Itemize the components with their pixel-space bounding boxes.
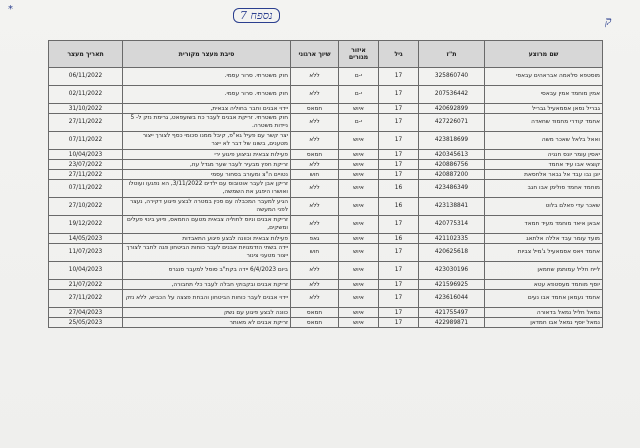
cell-affiliation: ללא: [291, 68, 339, 86]
cell-affiliation: ללא: [291, 160, 339, 170]
cell-date: 11/07/2023: [49, 244, 123, 262]
cell-name: גבריל נסאן אסמאעיל גבריל: [485, 104, 603, 114]
cell-area: איוש: [339, 234, 379, 244]
cell-date: 27/10/2022: [49, 198, 123, 216]
cell-name: לייח חליל עמותמן שחמאן: [485, 262, 603, 280]
cell-area: איוש: [339, 132, 379, 150]
cell-id: 423138841: [419, 198, 485, 216]
cell-affiliation: ללא: [291, 280, 339, 290]
cell-reason: ביום 6/4/2023 יידה בקת"ב סוסל למעבר סנגרס: [123, 262, 291, 280]
cell-name: שאכר עדי פאלם בלוט: [485, 198, 603, 216]
cell-age: 17: [379, 290, 419, 308]
cell-age: 17: [379, 216, 419, 234]
cell-name: מוחמד אחמד סולימן אבו חגב: [485, 180, 603, 198]
cell-affiliation: ללא: [291, 132, 339, 150]
cell-reason: זריקת אבנים לא מאותר: [123, 318, 291, 328]
cell-name: יאסין עומר יונס חנניה: [485, 150, 603, 160]
cell-age: 17: [379, 68, 419, 86]
detainees-table: [48, 40, 603, 328]
cell-affiliation: חמאס: [291, 308, 339, 318]
cell-reason: חוק משטרתי. זריקת אבנים לעבר כח בשועפאט, גרימת נזק ל- 5 ניידות משטרה.: [123, 114, 291, 132]
cell-reason: יידוי אבנים לעבר כוחות הביטחון והבחת פצצה על הכביש, ללא נזק: [123, 290, 291, 308]
cell-reason: זריקת אבנים וניוס לחוליה צבאית מטעם החמאס, פיוע בינוי פעלים ומשקים,: [123, 216, 291, 234]
cell-date: 27/04/2023: [49, 308, 123, 318]
cell-area: איוש: [339, 150, 379, 160]
handwritten-annotation: נספח 7: [233, 8, 280, 23]
table-row: [49, 180, 603, 198]
cell-affiliation: גאפ: [291, 234, 339, 244]
cell-name: אחמד נעמאן אחמד אבו נעים: [485, 290, 603, 308]
table-row: [49, 244, 603, 262]
cell-reason: זריקת חפץ מבעיר לעבר שער מגדל עוז,: [123, 160, 291, 170]
table-row: [49, 262, 603, 280]
cell-date: 06/11/2022: [49, 68, 123, 86]
cell-date: 27/11/2022: [49, 114, 123, 132]
cell-date: 10/04/2023: [49, 262, 123, 280]
table-header-row: [49, 41, 603, 68]
cell-name: אחמד ויאס אסמאעיל ג'מיל צביות: [485, 244, 603, 262]
cell-area: איוש: [339, 104, 379, 114]
cell-area: איוש: [339, 318, 379, 328]
cell-age: 17: [379, 150, 419, 160]
cell-reason: זריקן אבן לעבר אוטובוס עם ילדים 3/11/2022, הא נפגעו ועוטלו ואושרו היפגע את השמשה,: [123, 180, 291, 198]
cell-date: 31/10/2022: [49, 104, 123, 114]
cell-affiliation: ללא: [291, 262, 339, 280]
table-row: [49, 234, 603, 244]
cell-area: איוש: [339, 198, 379, 216]
cell-reason: חוק משטרתי. סרור עסמי.: [123, 68, 291, 86]
cell-age: 17: [379, 262, 419, 280]
cell-age: 17: [379, 318, 419, 328]
cell-id: 423818699: [419, 132, 485, 150]
table-row: [49, 216, 603, 234]
cell-area: איוש: [339, 244, 379, 262]
header-name: שם מרוצע: [485, 41, 603, 68]
cell-date: 07/11/2022: [49, 132, 123, 150]
cell-id: 325860740: [419, 68, 485, 86]
cell-id: 427226071: [419, 114, 485, 132]
cell-area: איוש: [339, 216, 379, 234]
cell-age: 17: [379, 170, 419, 180]
cell-affiliation: ללא: [291, 114, 339, 132]
cell-age: 17: [379, 280, 419, 290]
cell-date: 21/07/2022: [49, 280, 123, 290]
cell-reason: פעילות צבאית וביצוע פיגוע ירי: [123, 150, 291, 160]
cell-name: יוסף מוחמד מעסטפא עטא: [485, 280, 603, 290]
cell-area: איוש: [339, 180, 379, 198]
cell-affiliation: חמאס: [291, 318, 339, 328]
cell-id: 420692899: [419, 104, 485, 114]
cell-id: 421596925: [419, 280, 485, 290]
cell-id: 421755497: [419, 308, 485, 318]
cell-affiliation: ללא: [291, 198, 339, 216]
cell-name: קוצאי אבו עיד אחמד: [485, 160, 603, 170]
table-row: [49, 114, 603, 132]
cell-affiliation: ללא: [291, 216, 339, 234]
cell-affiliation: חמאס: [291, 150, 339, 160]
cell-area: י-ם: [339, 68, 379, 86]
cell-date: 14/05/2023: [49, 234, 123, 244]
cell-affiliation: ללא: [291, 86, 339, 104]
table-row: [49, 132, 603, 150]
table-row: [49, 86, 603, 104]
cell-area: י-ם: [339, 86, 379, 104]
table-row: [49, 318, 603, 328]
cell-name: נמאל חליל נמאל בדאורה: [485, 308, 603, 318]
cell-date: 19/12/2022: [49, 216, 123, 234]
cell-reason: הגיע למעבר המכבלה עם סכין במטרה לבצע פיגוע דקירה, נעצר לפני המעשה: [123, 198, 291, 216]
cell-name: נמאל יוסף נמאל אבו חמדאן: [485, 318, 603, 328]
cell-reason: נטויים ה"צ ומעורב בסחור עסמי: [123, 170, 291, 180]
cell-name: ואאל בלאל שאכר משה: [485, 132, 603, 150]
cell-date: 10/04/2023: [49, 150, 123, 160]
star-mark: *: [8, 4, 13, 15]
cell-id: 423616044: [419, 290, 485, 308]
cell-date: 27/11/2022: [49, 170, 123, 180]
cell-reason: כוונה לבצע פיגוע עם נשק: [123, 308, 291, 318]
cell-date: 23/07/2022: [49, 160, 123, 170]
cell-affiliation: חוש: [291, 170, 339, 180]
cell-reason: יידה בשתי הזדמנויות אבנים לעבר כוחות הביטחון פגה לחבר לצורך ייצור מטעני צינור: [123, 244, 291, 262]
cell-id: 421102335: [419, 234, 485, 244]
cell-name: מוסטפא סלאמה אבראהים עבאסי: [485, 68, 603, 86]
cell-age: 16: [379, 198, 419, 216]
cell-id: 423486349: [419, 180, 485, 198]
handwritten-corner-mark: ק: [605, 14, 612, 28]
cell-affiliation: ללא: [291, 290, 339, 308]
cell-reason: זריקת אבנים ובקבוקי חבלה לעבר כלי תחבורה,: [123, 280, 291, 290]
table-row: [49, 160, 603, 170]
cell-date: 02/11/2022: [49, 86, 123, 104]
header-id: ת"ז: [419, 41, 485, 68]
cell-age: 17: [379, 132, 419, 150]
cell-id: 420625618: [419, 244, 485, 262]
cell-area: איוש: [339, 290, 379, 308]
table-row: [49, 198, 603, 216]
table-row: [49, 104, 603, 114]
cell-area: איוש: [339, 262, 379, 280]
table-row: [49, 280, 603, 290]
cell-name: אבאן איאד מוחמד מעיד חמאד: [485, 216, 603, 234]
header-date: תאריך מעצר: [49, 41, 123, 68]
cell-id: 420775314: [419, 216, 485, 234]
cell-name: יונן נבו עבד אל גבאר אלחסאת: [485, 170, 603, 180]
cell-age: 17: [379, 244, 419, 262]
cell-id: 420886756: [419, 160, 485, 170]
cell-age: 17: [379, 160, 419, 170]
cell-reason: פעילות צבאית וכוונה לבצע פיגוע התאבדות: [123, 234, 291, 244]
header-age: גיל: [379, 41, 419, 68]
cell-affiliation: ללא: [291, 180, 339, 198]
cell-age: 16: [379, 180, 419, 198]
cell-id: 423030196: [419, 262, 485, 280]
table-row: [49, 170, 603, 180]
cell-reason: חוק משטרתי. סרור עסמי.: [123, 86, 291, 104]
cell-age: 17: [379, 86, 419, 104]
table-row: [49, 68, 603, 86]
cell-name: מועד עומר עבד אללה אלתאג: [485, 234, 603, 244]
cell-area: איוש: [339, 170, 379, 180]
cell-id: 420345613: [419, 150, 485, 160]
cell-area: י-ם: [339, 114, 379, 132]
header-affiliation: שיוך ארגוני: [291, 41, 339, 68]
cell-age: 16: [379, 234, 419, 244]
cell-date: 27/11/2022: [49, 290, 123, 308]
cell-id: 207536442: [419, 86, 485, 104]
table-body: [49, 68, 603, 328]
cell-age: 17: [379, 104, 419, 114]
cell-name: אמין מוחמד אמין עבאסי: [485, 86, 603, 104]
cell-reason: יידוי אבנים וחבר בחוליה צבאית,: [123, 104, 291, 114]
cell-date: 07/11/2022: [49, 180, 123, 198]
cell-affiliation: חוש: [291, 244, 339, 262]
cell-area: איוש: [339, 160, 379, 170]
cell-area: איוש: [339, 308, 379, 318]
cell-date: 25/05/2023: [49, 318, 123, 328]
cell-age: 17: [379, 114, 419, 132]
cell-reason: יצר קשר עם פעיל גא"פ, קיבל ממנו סכומי כסף לצורך ייצור מטענים, בשונו של דבר לא ייצר: [123, 132, 291, 150]
cell-age: 17: [379, 308, 419, 318]
cell-id: 422989871: [419, 318, 485, 328]
table-row: [49, 290, 603, 308]
table-row: [49, 308, 603, 318]
cell-area: איוש: [339, 280, 379, 290]
table-row: [49, 150, 603, 160]
header-area: איזור מגורים: [339, 41, 379, 68]
cell-id: 420887200: [419, 170, 485, 180]
cell-affiliation: חמאס: [291, 104, 339, 114]
cell-name: אחמד קודרי מחמוד שחאדה: [485, 114, 603, 132]
header-reason: סיבת מעצר מקורית: [123, 41, 291, 68]
